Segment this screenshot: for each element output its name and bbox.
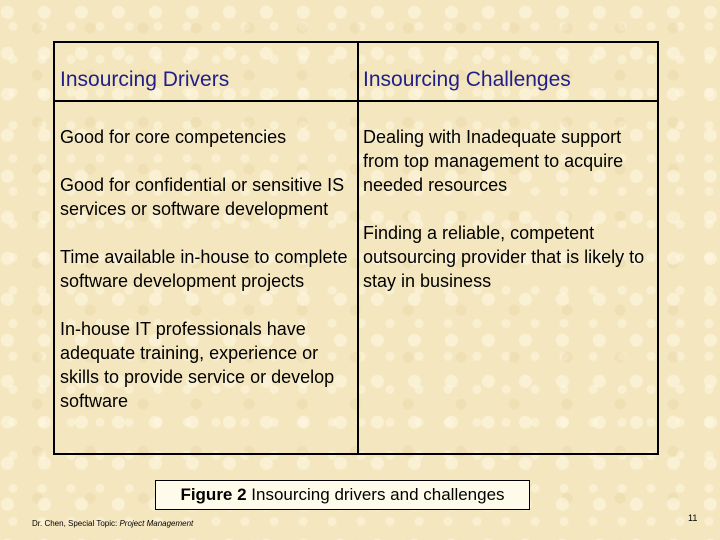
drivers-header: Insourcing Drivers: [60, 68, 230, 91]
footer-author: Dr. Chen, Special Topic:: [32, 519, 120, 528]
challenge-item: Finding a reliable, competent outsourcing provider that is likely to stay in business: [363, 223, 645, 291]
figure-text: Insourcing drivers and challenges: [246, 485, 505, 504]
column-divider: [357, 43, 359, 453]
driver-item: Time available in-house to complete software development projects: [60, 247, 348, 291]
drivers-column: [60, 125, 352, 437]
footer-credit: [32, 519, 193, 528]
page-number: 11: [688, 513, 698, 523]
header-divider: [55, 100, 657, 102]
figure-caption: [155, 480, 530, 510]
challenges-column: [363, 125, 657, 317]
driver-item: Good for core competencies: [60, 127, 287, 147]
driver-item: Good for confidential or sensitive IS services or software development: [60, 175, 345, 219]
drivers-challenges-table: [53, 41, 659, 455]
challenge-item: Dealing with Inadequate support from top management to acquire needed resources: [363, 127, 624, 195]
challenges-header: Insourcing Challenges: [363, 68, 571, 91]
figure-label: Figure 2: [180, 485, 247, 504]
driver-item: In-house IT professionals have adequate training, experience or skills to provide service or develop software: [60, 319, 335, 411]
footer-topic: Project Management: [119, 519, 194, 528]
